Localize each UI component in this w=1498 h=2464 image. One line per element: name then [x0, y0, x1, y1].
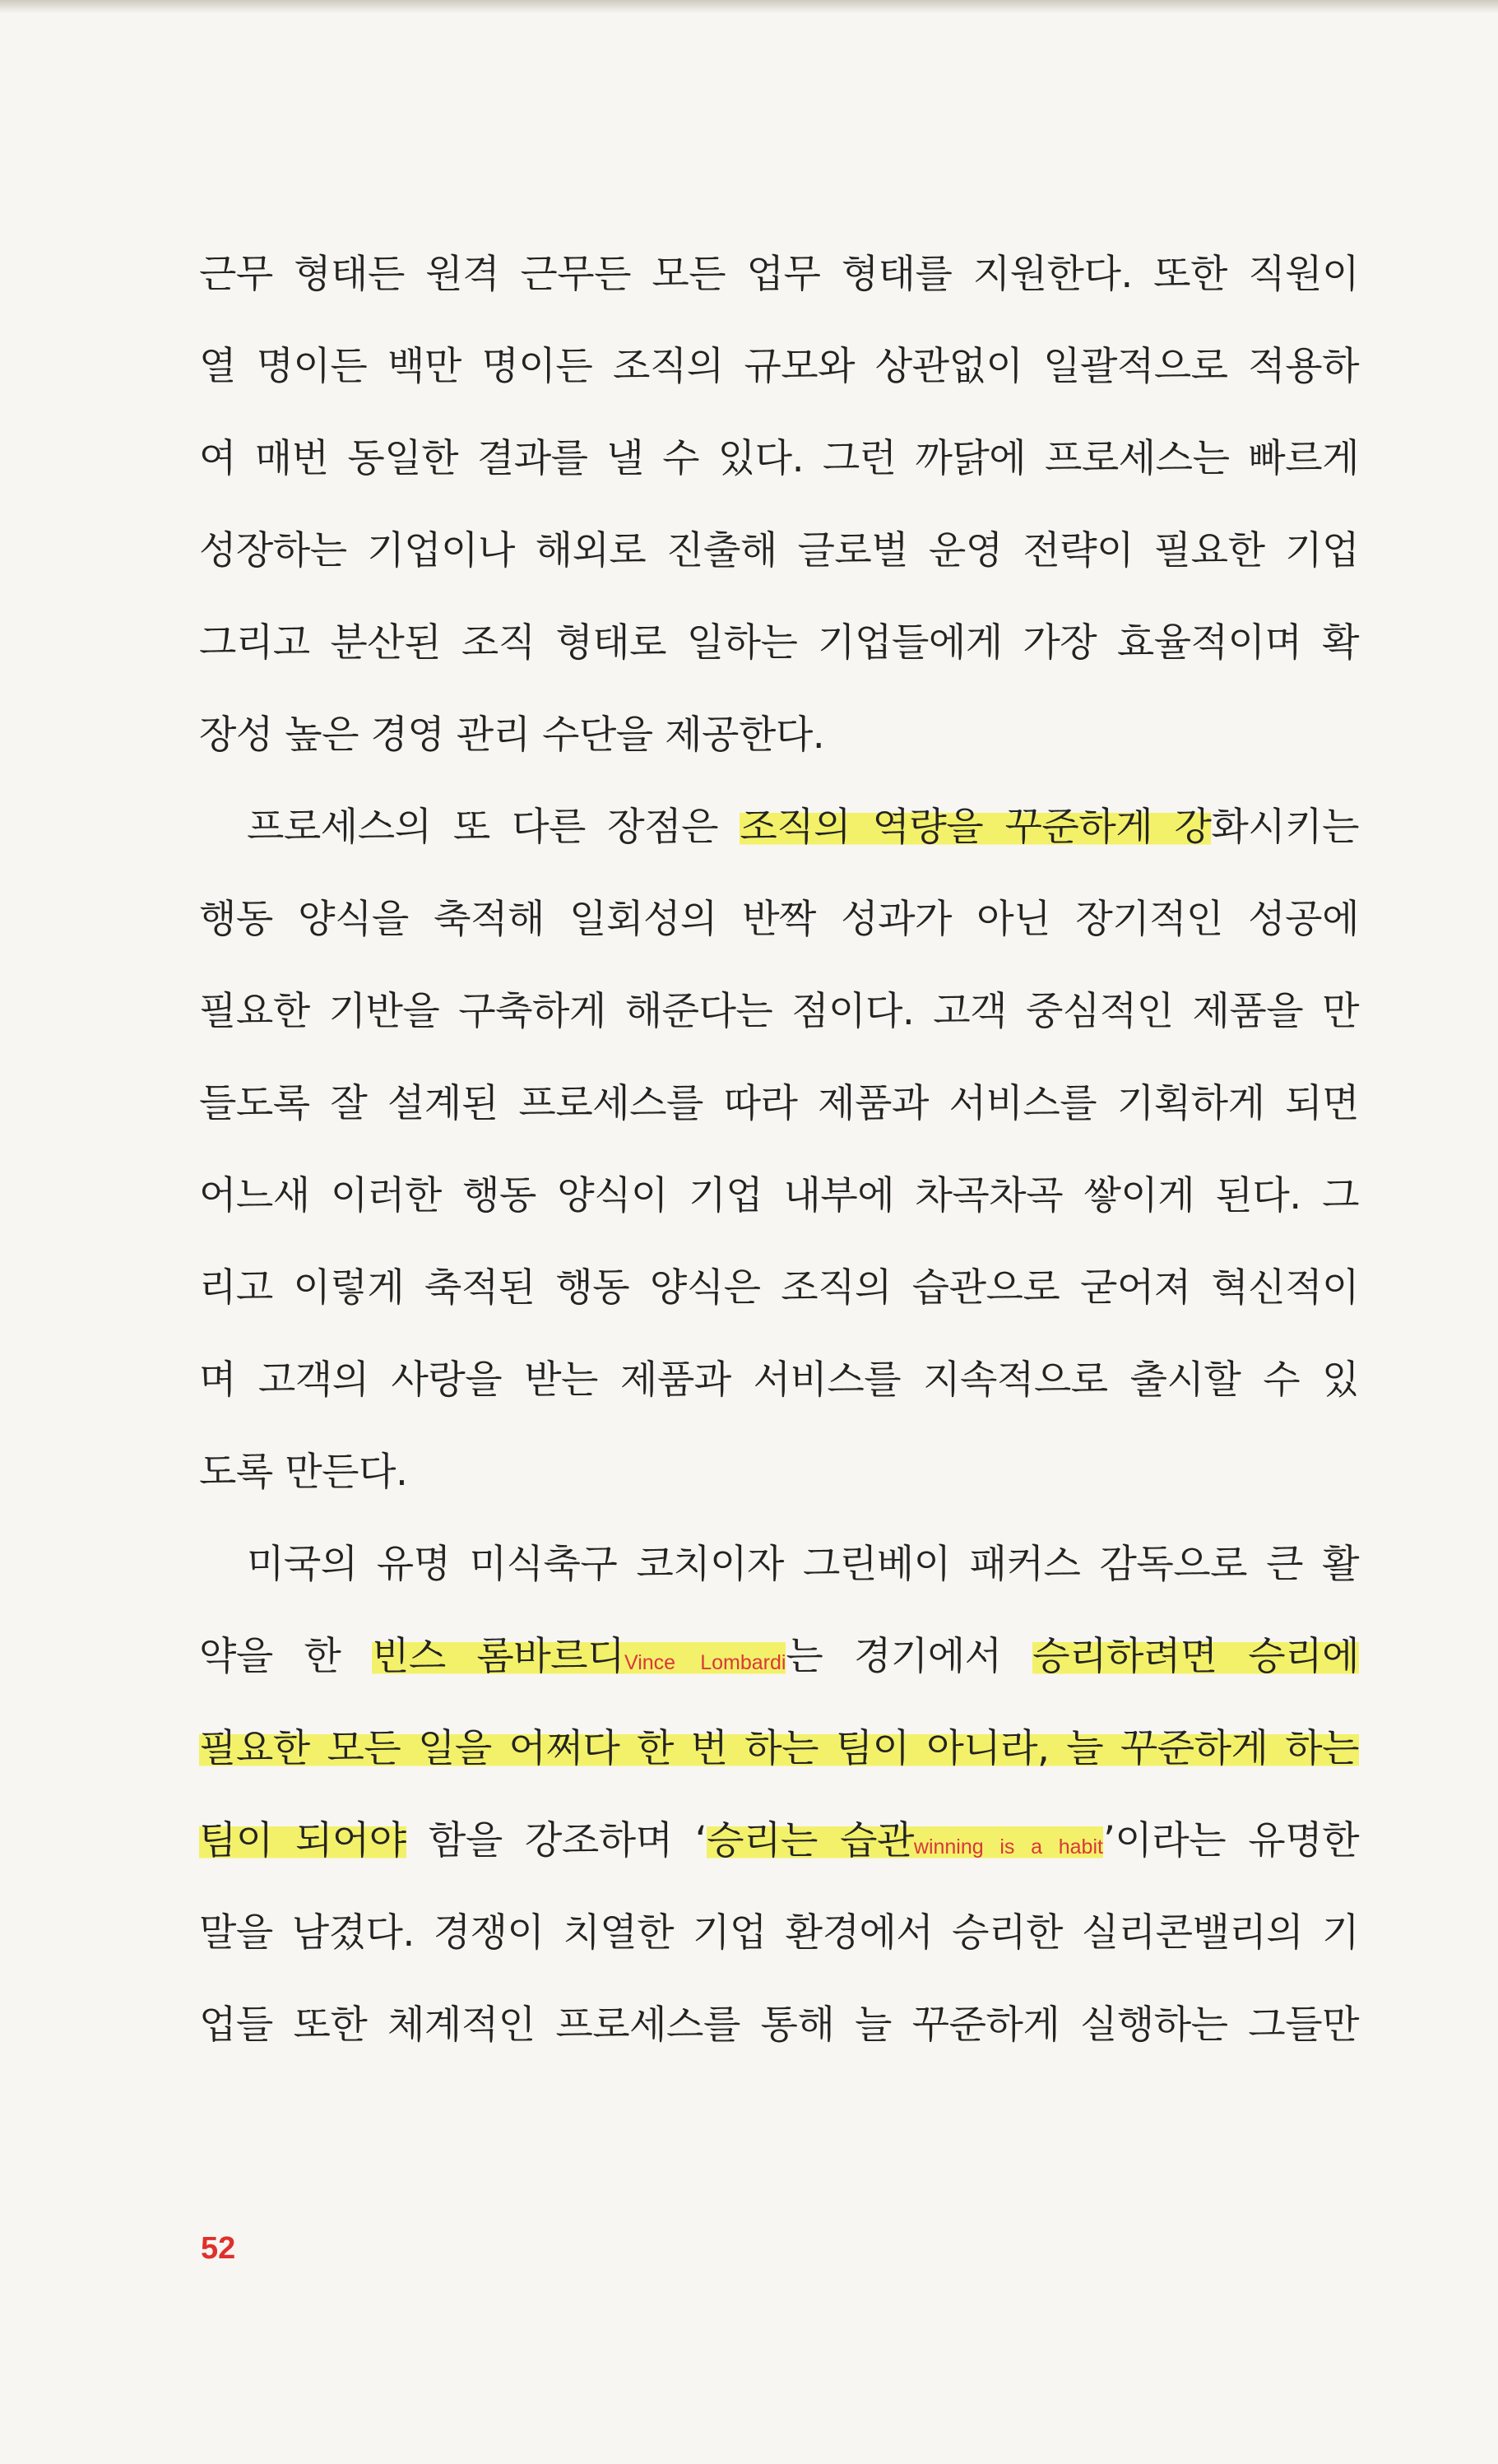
text-run: 여 매번 동일한 결과를 낼 수 있다. 그런 까닭에 프로세스는 빠르게: [199, 436, 1359, 481]
text-line: [199, 1058, 1359, 1150]
text-line: [199, 321, 1359, 413]
highlighted-text: 조직의 역량을 꾸준하게 강: [740, 805, 1212, 850]
paragraph-3: [199, 1519, 1359, 2072]
text-run: 며 고객의 사랑을 받는 제품과 서비스를 지속적으로 출시할 수 있: [199, 1357, 1359, 1403]
text-line: [199, 1887, 1359, 1979]
text-run: 성장하는 기업이나 해외로 진출해 글로벌 운영 전략이 필요한 기업: [199, 528, 1359, 573]
text-line: [199, 505, 1359, 597]
text-run: 업들 또한 체계적인 프로세스를 통해 늘 꾸준하게 실행하는 그들만: [199, 2002, 1359, 2048]
english-gloss: winning is a habit: [913, 1835, 1103, 1858]
text-line: [199, 1427, 1359, 1519]
highlighted-text: 승리하려면 승리에: [1032, 1634, 1360, 1679]
text-line: [199, 966, 1359, 1058]
text-run: 약을 한: [199, 1634, 372, 1679]
text-line: [199, 597, 1359, 689]
text-line: [199, 874, 1359, 966]
text-line: [199, 1519, 1359, 1611]
text-run: ’이라는 유명한: [1102, 1818, 1360, 1863]
highlighted-text: 팀이 되어야: [199, 1818, 406, 1863]
text-run: 는 경기에서: [786, 1634, 1033, 1679]
text-run: 도록 만든다.: [199, 1450, 408, 1495]
highlighted-text: 필요한 모든 일을 어쩌다 한 번 하는 팀이 아니라, 늘 꾸준하게 하는: [199, 1726, 1359, 1771]
text-run: 미국의 유명 미식축구 코치이자 그린베이 패커스 감독으로 큰 활: [247, 1542, 1359, 1587]
text-run: 리고 이렇게 축적된 행동 양식은 조직의 습관으로 굳어져 혁신적이: [199, 1265, 1359, 1311]
text-run: 필요한 기반을 구축하게 해준다는 점이다. 고객 중심적인 제품을 만: [199, 989, 1359, 1034]
text-run: 열 명이든 백만 명이든 조직의 규모와 상관없이 일괄적으로 적용하: [199, 344, 1359, 389]
text-line: [199, 1611, 1359, 1703]
highlighted-text: [372, 1634, 786, 1679]
text-line: [199, 229, 1359, 321]
scan-edge-shadow: [0, 0, 1498, 13]
text-run: 그리고 분산된 조직 형태로 일하는 기업들에게 가장 효율적이며 확: [199, 620, 1359, 666]
text-run: 들도록 잘 설계된 프로세스를 따라 제품과 서비스를 기획하게 되면: [199, 1081, 1359, 1126]
text-run: 화시키는: [1211, 805, 1359, 850]
text-line: [199, 1242, 1359, 1334]
text-run: 장성 높은 경영 관리 수단을 제공한다.: [199, 712, 825, 758]
person-name-korean: 빈스 롬바르디: [371, 1634, 624, 1679]
text-line: [199, 1703, 1359, 1795]
text-run: 행동 양식을 축적해 일회성의 반짝 성과가 아닌 장기적인 성공에: [199, 897, 1359, 942]
text-line: [199, 413, 1359, 505]
text-line: [199, 1795, 1359, 1887]
page-body: [199, 229, 1359, 2072]
text-line: [199, 1150, 1359, 1242]
page-number: 52: [201, 2231, 236, 2266]
paragraph-1: [199, 229, 1359, 782]
text-run: 프로세스의 또 다른 장점은: [247, 805, 740, 850]
text-line: [199, 782, 1359, 874]
text-run: 함을 강조하며 ‘: [406, 1818, 707, 1863]
text-run: 말을 남겼다. 경쟁이 치열한 기업 환경에서 승리한 실리콘밸리의 기: [199, 1910, 1359, 1956]
text-run: 어느새 이러한 행동 양식이 기업 내부에 차곡차곡 쌓이게 된다. 그: [199, 1173, 1359, 1218]
text-run: 근무 형태든 원격 근무든 모든 업무 형태를 지원한다. 또한 직원이: [199, 252, 1359, 297]
quote-korean: 승리는 습관: [707, 1818, 914, 1863]
text-line: [199, 689, 1359, 782]
highlighted-text: [707, 1818, 1103, 1863]
text-line: [199, 1334, 1359, 1427]
english-gloss: Vince Lombardi: [624, 1651, 786, 1674]
text-line: [199, 1979, 1359, 2072]
paragraph-2: [199, 782, 1359, 1519]
